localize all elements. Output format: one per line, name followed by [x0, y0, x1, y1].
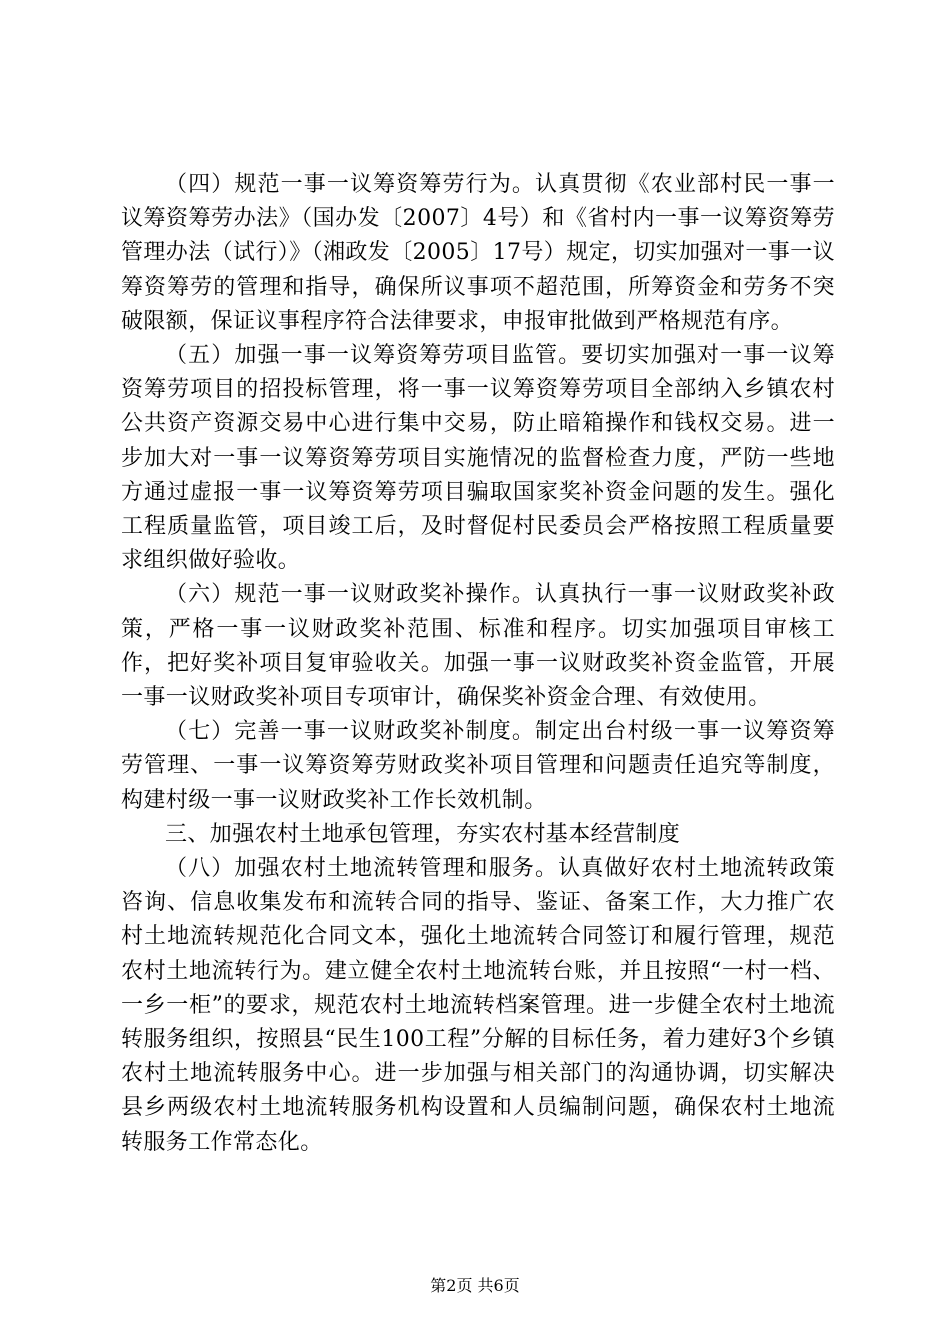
document-body [121, 168, 835, 1160]
paragraph-5: （五）加强一事一议筹资筹劳项目监管。要切实加强对一事一议筹资筹劳项目的招投标管理，将一事一议筹资筹劳项目全部纳入乡镇农村公共资产资源交易中心进行集中交易，防止暗箱操作和钱权交易。进一步加大对一事一议筹资筹劳项目实施情况的监督检查力度，严防一些地方通过虚报一事一议筹资筹劳项目骗取国家奖补资金问题的发生。强化工程质量监管，项目竣工后，及时督促村民委员会严格按照工程质量要求组织做好验收。 [121, 343, 835, 574]
paragraph-8: （八）加强农村土地流转管理和服务。认真做好农村土地流转政策咨询、信息收集发布和流转合同的指导、鉴证、备案工作，大力推广农村土地流转规范化合同文本，强化土地流转合同签订和履行管理，规范农村土地流转行为。建立健全农村土地流转台账，并且按照“一村一档、一乡一柜”的要求，规范农村土地流转档案管理。进一步健全农村土地流转服务组织，按照县“民生100工程”分解的目标任务，着力建好3个乡镇农村土地流转服务中心。进一步加强与相关部门的沟通协调，切实解决县乡两级农村土地流转服务机构设置和人员编制问题，确保农村土地流转服务工作常态化。 [121, 856, 835, 1155]
paragraph-6: （六）规范一事一议财政奖补操作。认真执行一事一议财政奖补政策，严格一事一议财政奖补范围、标准和程序。切实加强项目审核工作，把好奖补项目复审验收关。加强一事一议财政奖补资金监管，开展一事一议财政奖补项目专项审计，确保奖补资金合理、有效使用。 [121, 582, 835, 711]
section-heading-3: 三、加强农村土地承包管理，夯实农村基本经营制度 [165, 821, 681, 847]
page-number-footer: 第2页 共6页 [430, 1276, 520, 1295]
paragraph-4: （四）规范一事一议筹资筹劳行为。认真贯彻《农业部村民一事一议筹资筹劳办法》（国办发〔2007〕4号）和《省村内一事一议筹资筹劳管理办法（试行）》（湘政发〔2005〕17号）规定，切实加强对一事一议筹资筹劳的管理和指导，确保所议事项不超范围，所筹资金和劳务不突破限额，保证议事程序符合法律要求，申报审批做到严格规范有序。 [121, 172, 835, 334]
paragraph-7: （七）完善一事一议财政奖补制度。制定出台村级一事一议筹资筹劳管理、一事一议筹资筹劳财政奖补项目管理和问题责任追究等制度，构建村级一事一议财政奖补工作长效机制。 [121, 719, 835, 813]
